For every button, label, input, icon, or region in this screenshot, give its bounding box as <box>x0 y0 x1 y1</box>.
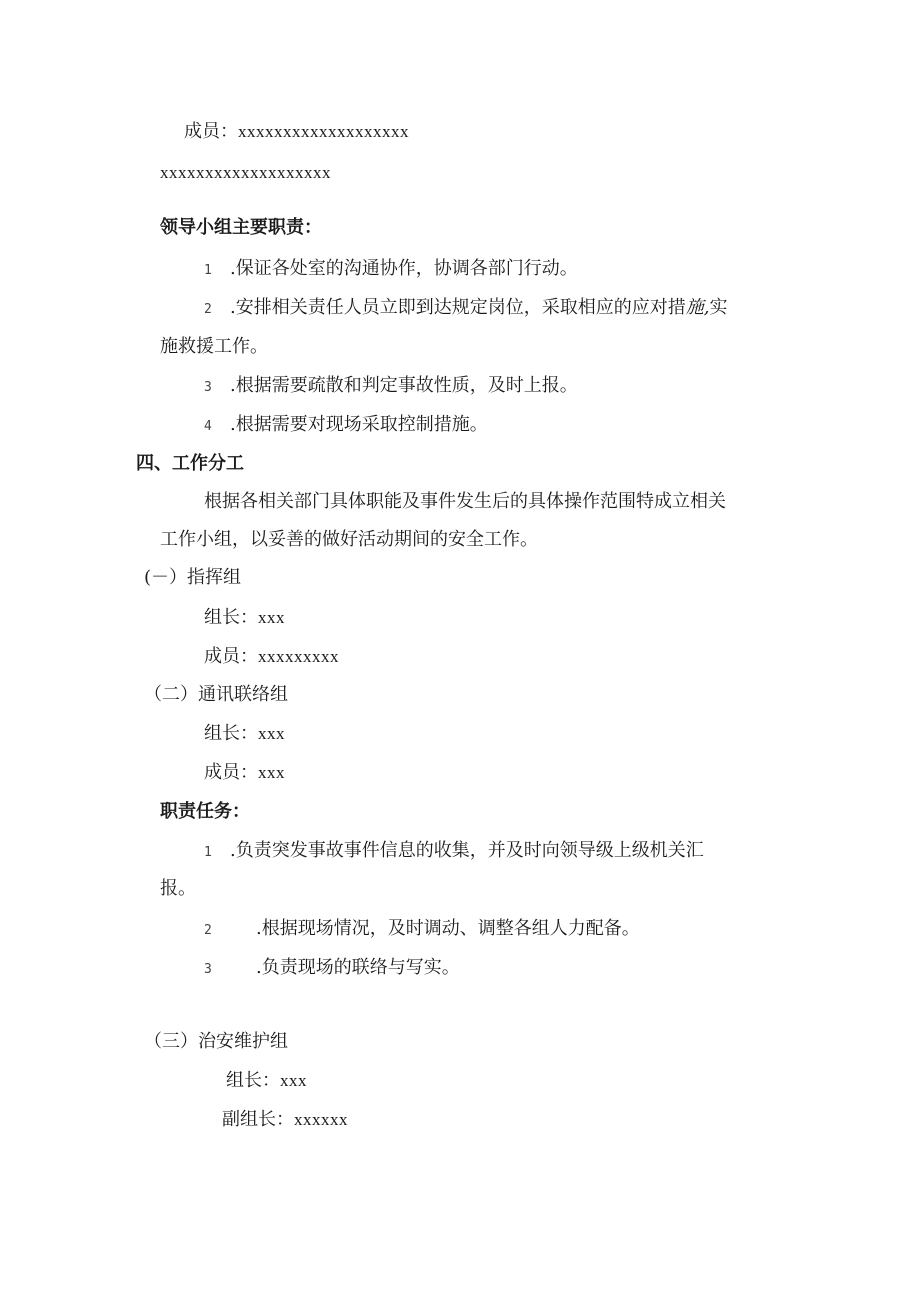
group-leader: 组长：xxx <box>204 723 285 744</box>
leader-duty-item: 3 .根据需要疏散和判定事故性质，及时上报。 <box>204 375 578 396</box>
leader-duty-item: 2 .安排相关责任人员立即到达规定岗位，采取相应的应对措施,实 <box>204 297 728 318</box>
duty-item-continued: 报。 <box>160 878 196 899</box>
group-leader: 组长：xxx <box>204 607 285 628</box>
section-intro: 根据各相关部门具体职能及事件发生后的具体操作范围特成立相关 <box>204 491 726 512</box>
duties-heading: 职责任务： <box>160 801 250 822</box>
group-title: （二）通讯联络组 <box>144 684 288 705</box>
duty-item: 1 .负责突发事故事件信息的收集，并及时向领导级上级机关汇 <box>204 840 704 861</box>
group-title: (－）指挥组 <box>144 567 242 588</box>
group-leader: 组长：xxx <box>226 1070 307 1091</box>
group-member: 成员：xxx <box>204 762 285 783</box>
member-line: 成员：xxxxxxxxxxxxxxxxxxx <box>184 121 409 142</box>
duty-item: 2 .根据现场情况，及时调动、调整各组人力配备。 <box>204 918 640 939</box>
section-heading: 四、工作分工 <box>136 453 244 474</box>
section-intro-continued: 工作小组，以妥善的做好活动期间的安全工作。 <box>160 529 538 550</box>
duty-item: 3 .负责现场的联络与写实。 <box>204 957 460 978</box>
member-line-continued: xxxxxxxxxxxxxxxxxxx <box>160 163 331 182</box>
leader-duty-item: 4 .根据需要对现场采取控制措施。 <box>204 414 488 435</box>
group-title: （三）治安维护组 <box>144 1031 288 1052</box>
leader-duties-heading: 领导小组主要职责： <box>160 217 322 238</box>
leader-duty-item-continued: 施救援工作。 <box>160 336 268 357</box>
group-member: 成员：xxxxxxxxx <box>204 646 339 667</box>
group-deputy-leader: 副组长：xxxxxx <box>222 1109 348 1130</box>
leader-duty-item: 1 .保证各处室的沟通协作，协调各部门行动。 <box>204 258 578 279</box>
